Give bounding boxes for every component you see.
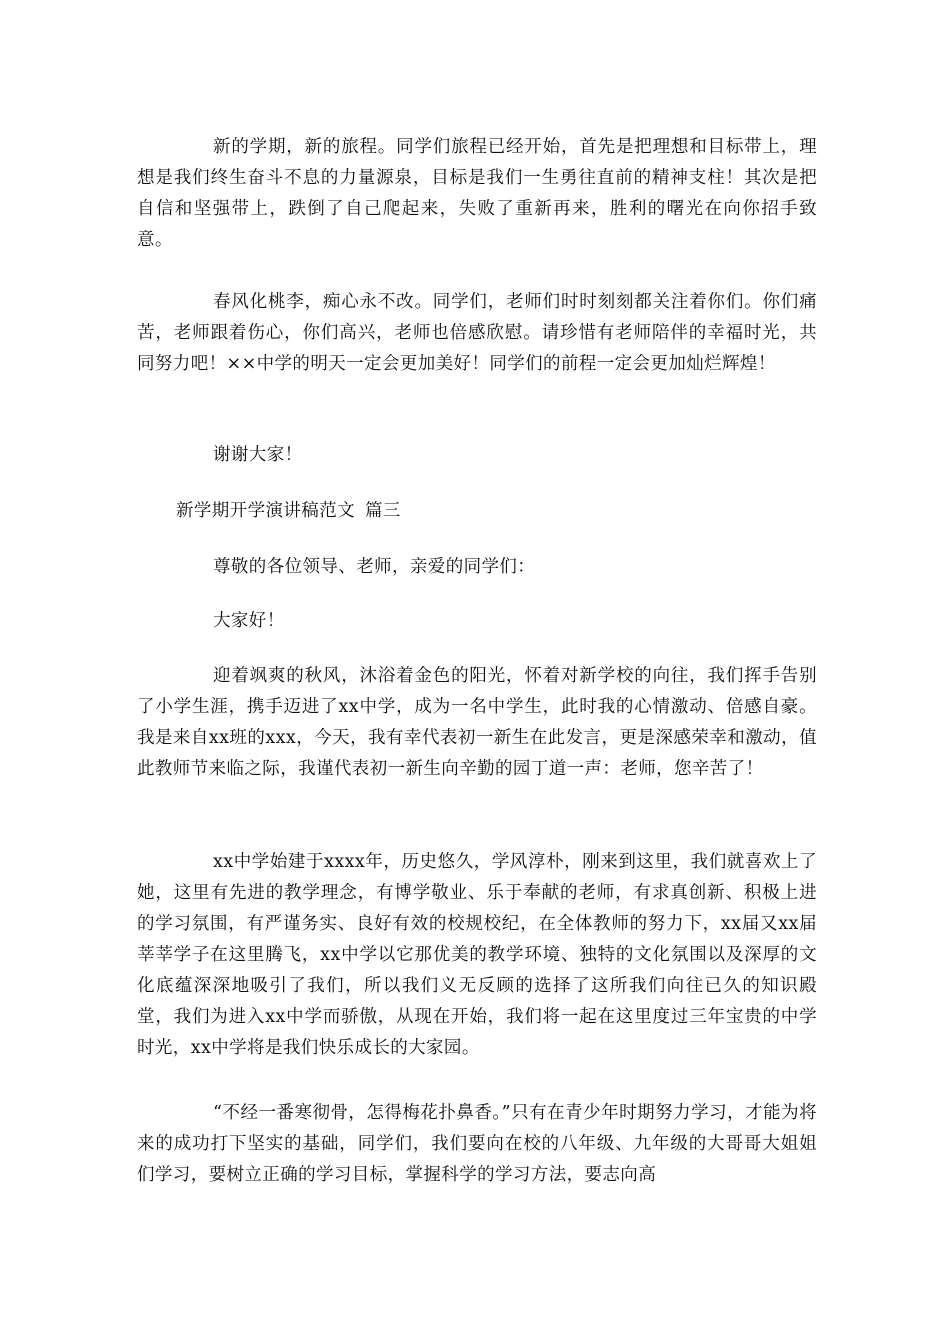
- paragraph-teachers-care: 春风化桃李，痴心永不改。同学们，老师们时时刻刻都关注着你们。你们痛苦，老师跟着伤心，你们高兴，老师也倍感欣慰。请珍惜有老师陪伴的幸福时光，共同努力吧！××中学的明天一定会更加美好！同学们的前程一定会更加灿烂辉煌！: [137, 292, 817, 374]
- paragraph-autumn-wind: 迎着飒爽的秋风，沐浴着金色的阳光，怀着对新学校的向往，我们挥手告别了小学生涯，携手迈进了xx中学，成为一名中学生，此时我的心情激动、倍感自豪。我是来自xx班的xxx，今天，我有幸代表初一新生在此发言，更是深感荣幸和激动，值此教师节来临之际，我谨代表初一新生向辛勤的园丁道一声：老师，您辛苦了！: [137, 666, 817, 779]
- paragraph-greeting: 大家好！: [213, 611, 285, 631]
- paragraph-new-semester: 新的学期，新的旅程。同学们旅程已经开始，首先是把理想和目标带上，理想是我们终生奋斗不息的力量源泉，目标是我们一生勇往直前的精神支柱！其次是把自信和坚强带上，跌倒了自己爬起来，失败了重新再来，胜利的曙光在向你招手致意。: [137, 137, 817, 250]
- paragraph-thanks: 谢谢大家！: [213, 445, 303, 465]
- section-heading-part: 篇三: [365, 501, 401, 521]
- paragraph-plum-blossom: “不经一番寒彻骨，怎得梅花扑鼻香。”只有在青少年时期努力学习，才能为将来的成功打下坚实的基础，同学们，我们要向在校的八年级、九年级的大哥哥大姐姐们学习，要树立正确的学习目标，掌握科学的学习方法，要志向高: [137, 1103, 817, 1185]
- section-heading-title: 新学期开学演讲稿范文: [176, 501, 355, 521]
- paragraph-school-history: xx中学始建于xxxx年，历史悠久，学风淳朴，刚来到这里，我们就喜欢上了她，这里有先进的教学理念，有博学敬业、乐于奉献的老师，有求真创新、积极上进的学习氛围，有严谨务实、良好有效的校规校纪，在全体教师的努力下，xx届又xx届莘莘学子在这里腾飞，xx中学以它那优美的教学环境、独特的文化氛围以及深厚的文化底蕴深深地吸引了我们，所以我们义无反顾的选择了这所我们向往已久的知识殿堂，我们为进入xx中学而骄傲，从现在开始，我们将一起在这里度过三年宝贵的中学时光，xx中学将是我们快乐成长的大家园。: [137, 852, 817, 1058]
- paragraph-salutation: 尊敬的各位领导、老师，亲爱的同学们：: [213, 557, 536, 577]
- section-heading: [176, 496, 401, 527]
